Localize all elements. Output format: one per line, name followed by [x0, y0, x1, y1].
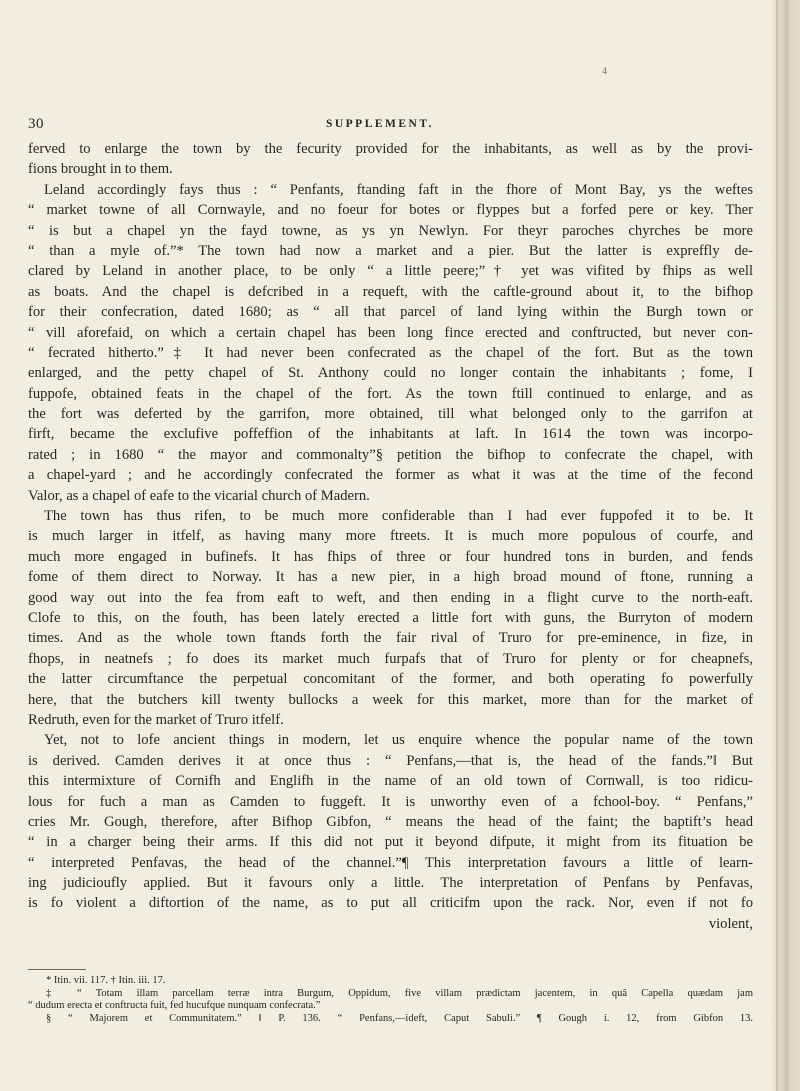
body-line: “ vill aforefaid, on which a certain chapel has been long fince erected and conftructed, but never con- — [28, 324, 753, 341]
body-line: fhops, in neatnefs ; fo does its market much furpafs that of Truro for plenty or for cheapnefs, — [28, 650, 753, 667]
body-line: ing judicioufly applied. But it favours only a little. The interpretation of Penfans by Penfavas, — [28, 875, 753, 892]
body-line: “ in a charger being their arms. If this did not put it beyond difpute, it might from its fituation be — [28, 834, 753, 851]
body-line: here, that the butchers kill twenty bullocks a week for this market, more than for the market of — [28, 691, 753, 708]
body-line: Leland accordingly fays thus : “ Penfants, ftanding faft in the fhore of Mont Bay, ys the weftes — [44, 181, 753, 198]
body-line: “ than a myle of.”* The town had now a market and a pier. But the latter is expreffly de- — [28, 242, 753, 259]
footnote: ‡ “ Totam illam parcellam terræ intra Burgum, Oppidum, five villam prædictam jacentem, in quâ Capella quædam jam — [46, 987, 753, 999]
body-line: a chapel-yard ; and he accordingly confecrated the former as what it was at the time of the fecond — [28, 467, 753, 484]
body-line: rated ; in 1680 “ the mayor and commonalty”§ petition the bifhop to confecrate the chapel, with — [28, 446, 753, 463]
body-line: is derived. Camden derives it at once thus : “ Penfans,—that is, the head of the fands.”‖ But — [28, 752, 753, 769]
body-line: Clofe to this, on the fouth, has been lately erected a little fort with guns, the Burryton of modern — [28, 609, 753, 626]
body-line: “ interpreted Penfavas, the head of the channel.”¶ This interpretation favours a little of learn- — [28, 854, 753, 871]
body-line: firft, became the exclufive poffeffion of the inhabitants at laft. In 1614 the town was incorpo- — [28, 426, 753, 443]
body-line: this intermixture of Cornifh and Englifh in the name of an old town of Cornwall, is too ridicu- — [28, 773, 753, 790]
body-line: “ market towne of all Cornwayle, and no foeur for botes or flyppes but a forfed pere or key. Ther — [28, 202, 753, 219]
body-line: Redruth, even for the market of Truro itfelf. — [28, 711, 284, 728]
footnote: * Itin. vii. 117. † Itin. iii. 17. — [46, 975, 166, 986]
body-line: lous for fuch a man as Camden to fuggeft. It is unworthy even of a fchool-boy. “ Penfans,” — [28, 793, 753, 810]
footnote: § “ Majorem et Communitatem.” ‖ P. 136. “ Penfans,—ideft, Caput Sabuli.” ¶ Gough i. 12, from Gibfon 13. — [46, 1012, 753, 1024]
body-line: “ fecrated hitherto.”‡ It had never been confecrated as the chapel of the fort. But as the town — [28, 344, 753, 361]
body-line: the latter circumftance the perpetual concomitant of the former, and both operating fo powerfully — [28, 671, 753, 688]
body-line: for their confecration, dated 1680; as “ all that parcel of land lying within the Burgh town or — [28, 304, 753, 321]
body-text — [28, 139, 753, 934]
page-mark: 4 — [602, 66, 607, 77]
body-line: enlarged, and the petty chapel of St. Anthony could no longer contain the inhabitants ; fome, I — [28, 365, 753, 382]
body-line: Yet, not to lofe ancient things in modern, let us enquire whence the popular name of the town — [44, 732, 753, 749]
body-line: much more engaged in bufinefs. It has fhips of three or four hundred tons in burden, and fends — [28, 548, 753, 565]
footnotes — [28, 975, 753, 1025]
body-line: fuppofe, obtained feats in the chapel of the fort. As the town ftill continued to enlarge, and as — [28, 385, 753, 402]
body-line: good way out into the fea from eaft to weft, and then ending in a flight curve to the north-eaft. — [28, 589, 753, 606]
body-line: times. And as the whole town ftands forth the fair rival of Truro for pre-eminence, in fize, in — [28, 630, 753, 647]
body-line: the fort was deferted by the garrifon, more obtained, till what belonged only to the garrifon at — [28, 406, 753, 423]
body-line: The town has thus rifen, to be much more confiderable than I had ever fuppofed it to be. It — [44, 508, 753, 525]
catchword: violent, — [708, 915, 753, 932]
body-line: clared by Leland in another place, to be only “ a little peere;”† yet was vifited by fhips as well — [28, 263, 753, 280]
body-line: fome of them direct to Norway. It has a new pier, in a high broad mound of ftone, running a — [28, 569, 753, 586]
body-line: is much larger in itfelf, as having many more ftreets. It is much more populous of courfe, and — [28, 528, 753, 545]
body-line: ferved to enlarge the town by the fecurity provided for the inhabitants, as well as by the provi- — [28, 141, 753, 157]
footnote-rule — [28, 969, 86, 970]
body-line: Valor, as a chapel of eafe to the vicarial church of Madern. — [28, 487, 370, 504]
body-line: is fo violent a diftortion of the name, as to put all criticifm upon the rack. Nor, even if not fo — [28, 895, 753, 912]
body-line: “ is but a chapel yn the fayd towne, as ys yn Newlyn. For theyr paroches chyrches be more — [28, 222, 753, 239]
body-line: cries Mr. Gough, therefore, after Bifhop Gibfon, “ means the head of the faint; the baptift’s head — [28, 813, 753, 830]
page-edge-line — [776, 0, 778, 1091]
page-number: 30 — [28, 116, 44, 132]
page-edge — [770, 0, 800, 1091]
running-head: SUPPLEMENT. — [325, 118, 435, 130]
body-line: fions brought in to them. — [28, 161, 173, 178]
footnote: “ dudum erecta et conftructa fuit, fed hucufque nunquam confecrata.” — [28, 1000, 321, 1012]
body-line: as boats. And the chapel is defcribed in a requeft, with the caftle-ground about it, to the bifhop — [28, 283, 753, 300]
